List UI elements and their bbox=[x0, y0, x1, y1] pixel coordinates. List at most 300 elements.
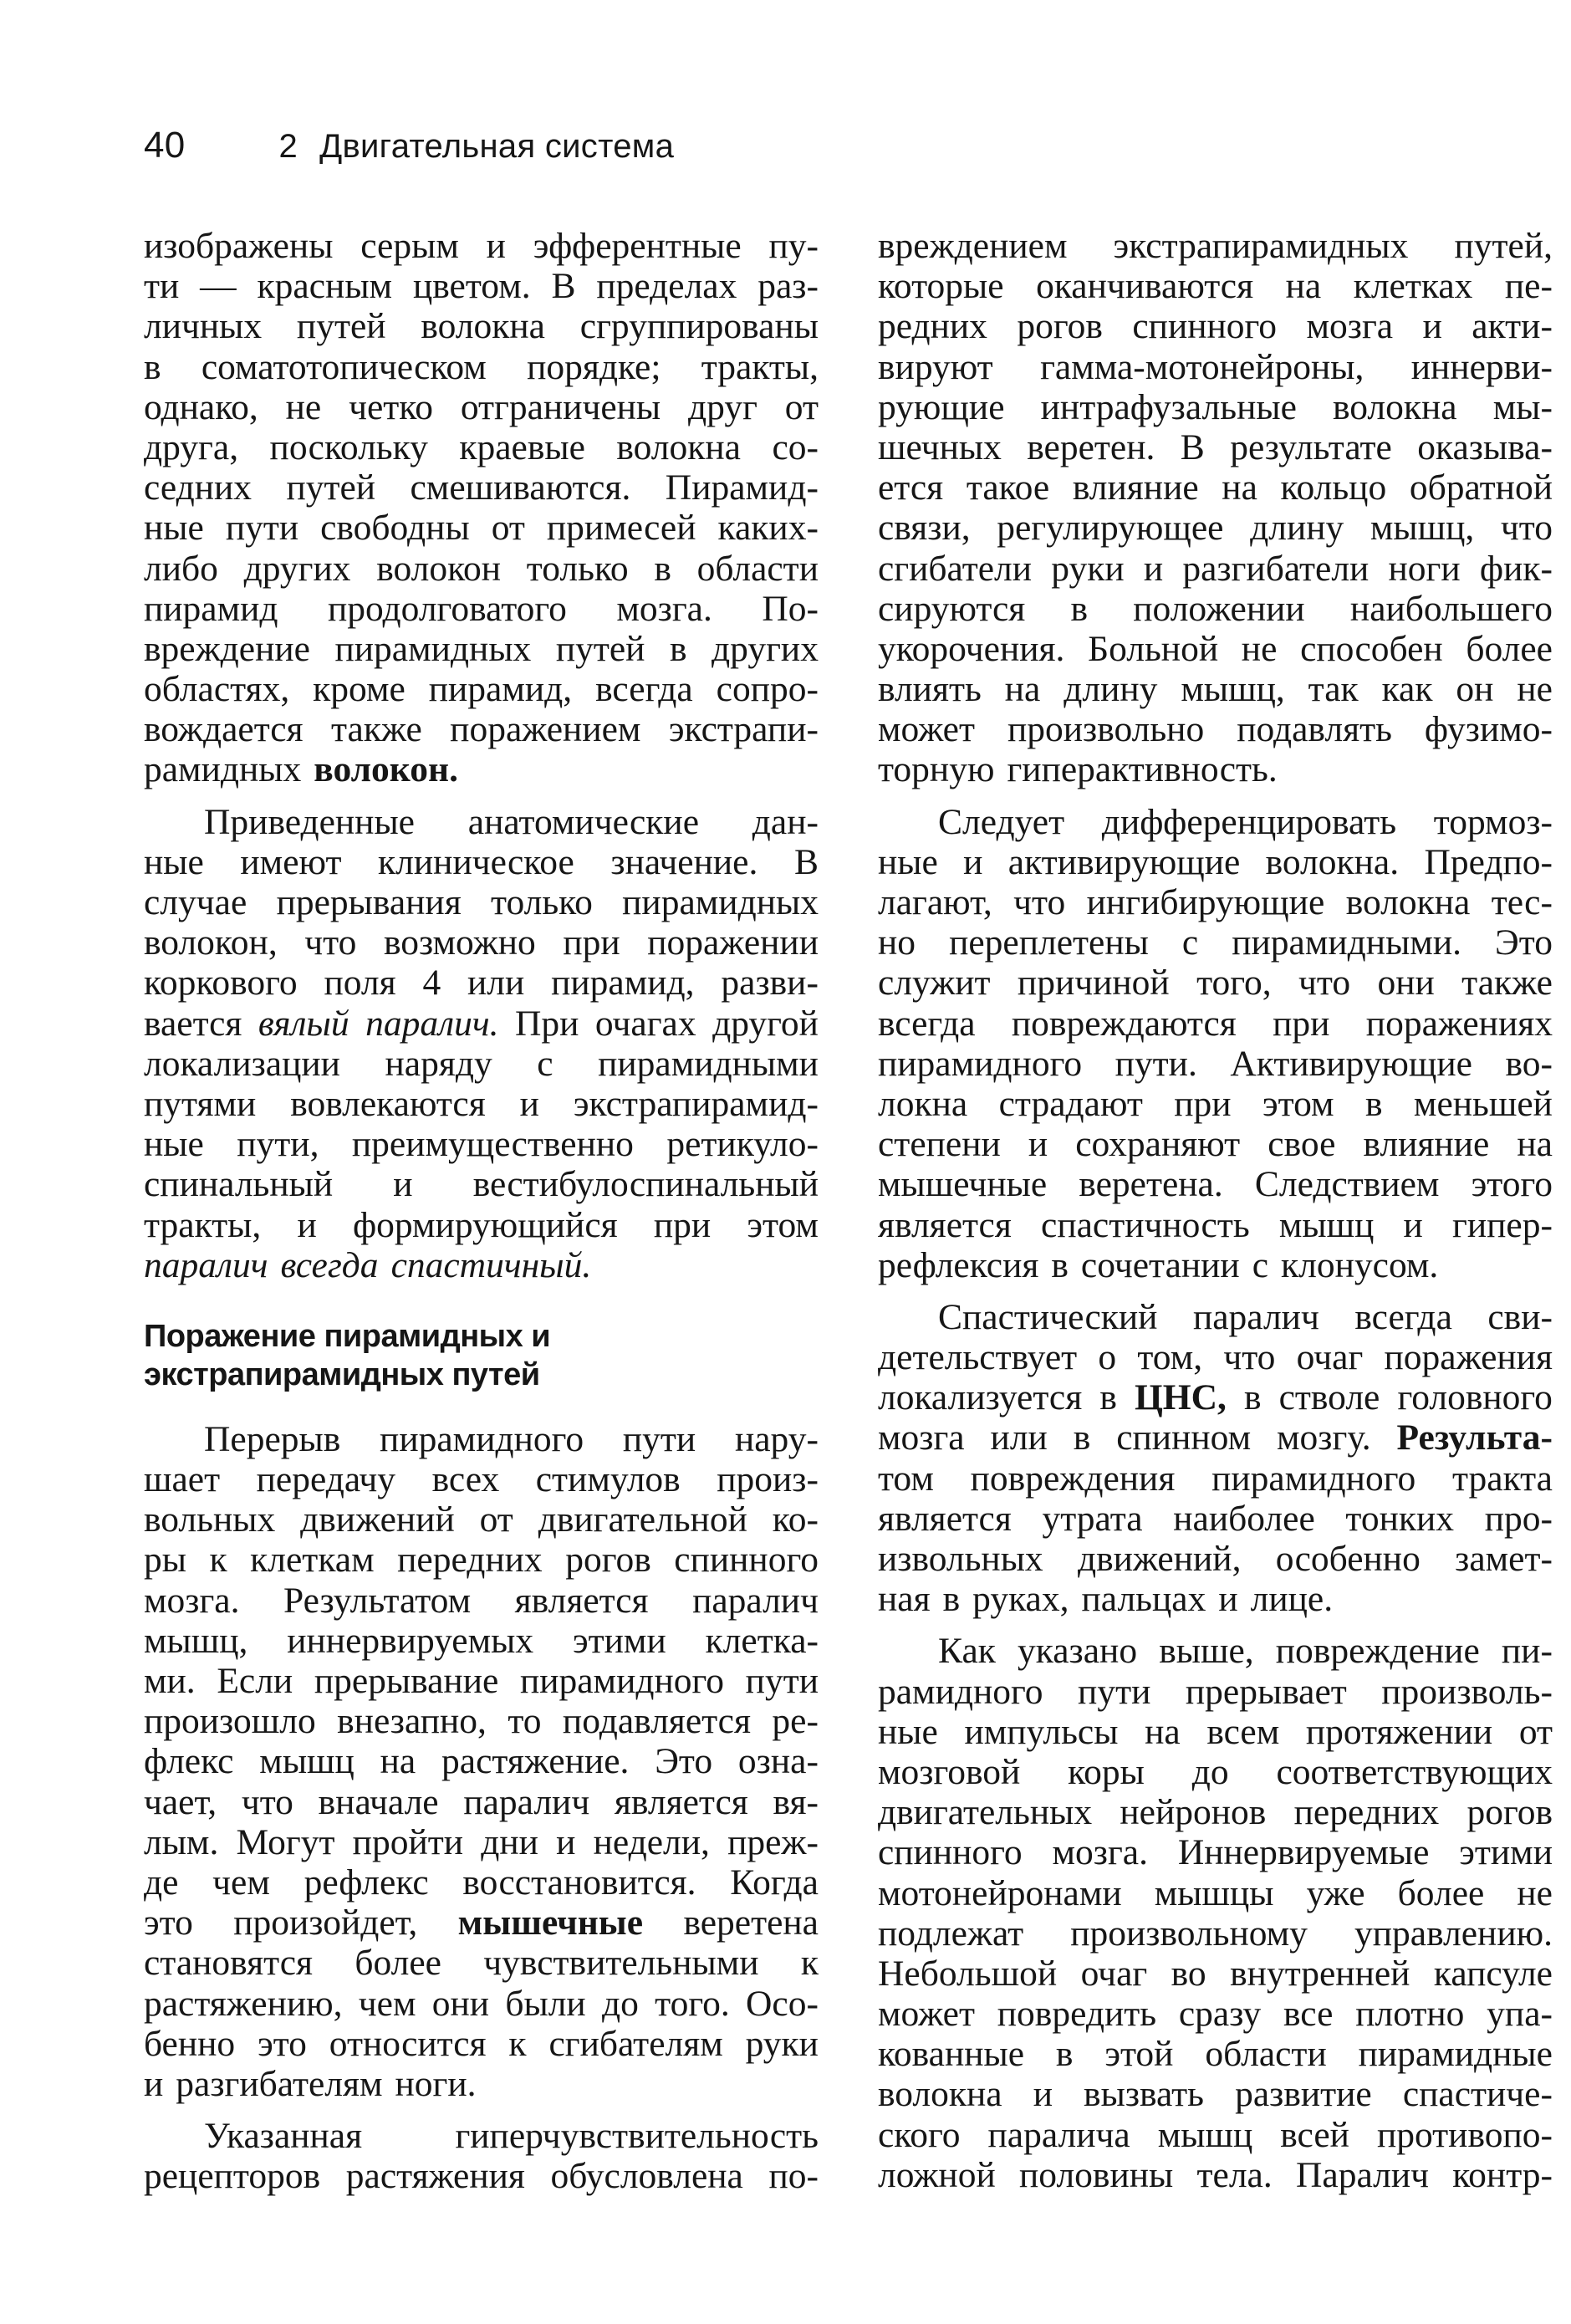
word: свободны bbox=[320, 508, 470, 549]
word: и bbox=[297, 1204, 317, 1245]
word: пирамид bbox=[144, 588, 278, 629]
text-line bbox=[144, 2024, 819, 2064]
word: на bbox=[1517, 1124, 1553, 1165]
word: меньшей bbox=[1413, 1083, 1553, 1124]
text-line bbox=[878, 1712, 1553, 1752]
word: спастиче- bbox=[1402, 2074, 1553, 2115]
paragraph-gap bbox=[878, 1285, 1553, 1297]
text-line bbox=[878, 2034, 1553, 2074]
word: волокна bbox=[1333, 386, 1457, 427]
word: пути. bbox=[1114, 1043, 1197, 1084]
word: волокон bbox=[376, 548, 502, 589]
word: прерывания bbox=[276, 882, 462, 922]
word: свое bbox=[1268, 1124, 1336, 1165]
word: Небольшой bbox=[878, 1953, 1058, 1994]
text-line bbox=[878, 882, 1553, 922]
word: влияние bbox=[1363, 1124, 1490, 1165]
word: на bbox=[1222, 467, 1257, 508]
word: дифференцировать bbox=[1101, 801, 1397, 842]
word: в bbox=[1364, 1083, 1383, 1124]
word: ноги. bbox=[395, 2063, 477, 2104]
text-line bbox=[878, 1124, 1553, 1164]
word: ные bbox=[144, 841, 204, 882]
word: рующие bbox=[878, 386, 1005, 427]
word: В bbox=[793, 841, 819, 882]
word: пирамидного bbox=[878, 1043, 1083, 1084]
word: противопо- bbox=[1376, 2114, 1553, 2155]
word: Перерыв bbox=[204, 1418, 341, 1459]
word: пути, bbox=[237, 1124, 319, 1165]
word: всегда bbox=[280, 1244, 379, 1285]
text-line bbox=[144, 266, 819, 306]
word: коры bbox=[1068, 1751, 1145, 1792]
word: разгибатели bbox=[1182, 548, 1370, 589]
word: произойдет, bbox=[233, 1903, 418, 1943]
word: при bbox=[1273, 1003, 1330, 1044]
word: подавлять bbox=[1237, 709, 1392, 750]
word: мозговой bbox=[878, 1751, 1021, 1792]
word: Предпо- bbox=[1424, 841, 1553, 882]
word: пи- bbox=[1501, 1631, 1553, 1672]
text-line bbox=[144, 1205, 819, 1245]
word: что bbox=[1223, 1337, 1276, 1378]
word: разгибателям bbox=[176, 2063, 383, 2104]
text-line bbox=[144, 2156, 819, 2196]
word: мышц, bbox=[1181, 669, 1285, 710]
word: гамма-мотонейроны, bbox=[1040, 346, 1364, 387]
word: анатомические bbox=[467, 801, 699, 842]
text-line bbox=[878, 226, 1553, 266]
word: прерывает bbox=[1185, 1671, 1347, 1712]
text-line bbox=[878, 1205, 1553, 1245]
word: такое bbox=[966, 467, 1050, 508]
word: вызвать bbox=[1084, 2074, 1204, 2115]
word: локализации bbox=[144, 1043, 340, 1084]
word: друг bbox=[688, 386, 757, 427]
word: путей bbox=[555, 628, 645, 669]
word: волокон, bbox=[144, 922, 278, 963]
text-line bbox=[878, 1245, 1553, 1285]
word: волокон. bbox=[314, 749, 458, 790]
text-line bbox=[878, 387, 1553, 427]
word: эфферентные bbox=[533, 226, 742, 266]
word: Больной bbox=[1088, 628, 1219, 669]
word: очагах bbox=[594, 1003, 696, 1044]
word: восстановится. bbox=[462, 1862, 696, 1903]
word: не bbox=[1241, 628, 1278, 669]
word: вовлекаются bbox=[290, 1083, 486, 1124]
word: рогов bbox=[565, 1540, 651, 1581]
word: со- bbox=[772, 426, 819, 467]
word: двигательных bbox=[878, 1792, 1093, 1833]
word: рамидного bbox=[878, 1671, 1043, 1712]
text-line bbox=[144, 1943, 819, 1983]
word: Приведенные bbox=[204, 801, 415, 842]
word: в bbox=[669, 628, 687, 669]
word: наибольшего bbox=[1349, 588, 1553, 629]
word: очаг bbox=[1296, 1337, 1364, 1378]
word: рамидных bbox=[144, 749, 302, 790]
text-line bbox=[878, 549, 1553, 589]
word: половины bbox=[1019, 2154, 1174, 2195]
word: что bbox=[241, 1781, 293, 1822]
word: вестибулоспинальный bbox=[472, 1164, 819, 1205]
word: с bbox=[537, 1043, 553, 1084]
word: паралич bbox=[692, 1580, 819, 1621]
word: всех bbox=[431, 1459, 500, 1500]
word: других bbox=[712, 628, 819, 669]
word: и bbox=[1033, 2074, 1053, 2115]
word: Это bbox=[655, 1741, 713, 1782]
word: областях, bbox=[144, 669, 290, 710]
word: ется bbox=[878, 467, 944, 508]
word: экстрапирамидных bbox=[1113, 226, 1409, 266]
word: рецепторов bbox=[144, 2156, 321, 2197]
heading-spacing bbox=[144, 1285, 819, 1317]
word: поля bbox=[324, 963, 396, 1004]
word: лым. bbox=[144, 1821, 219, 1862]
word: всегда bbox=[878, 1003, 976, 1044]
section-heading-line: экстрапирамидных путей bbox=[144, 1356, 540, 1392]
word: сочетании bbox=[1080, 1244, 1240, 1285]
word: кольцо bbox=[1280, 467, 1387, 508]
word: шечных bbox=[878, 426, 1002, 467]
text-line bbox=[144, 306, 819, 346]
word: он bbox=[1456, 669, 1494, 710]
word: только bbox=[526, 548, 629, 589]
word: Указанная bbox=[204, 2116, 363, 2157]
text-line bbox=[878, 749, 1553, 789]
text-line bbox=[144, 1004, 819, 1044]
word: все bbox=[1283, 1994, 1334, 2035]
word: нейронов bbox=[1120, 1792, 1267, 1833]
word: гипер- bbox=[1452, 1204, 1553, 1245]
word: мозгу. bbox=[1277, 1417, 1371, 1458]
word: этой bbox=[1104, 2034, 1174, 2075]
word: Могут bbox=[236, 1821, 335, 1862]
word: Следует bbox=[938, 801, 1065, 842]
word: При bbox=[514, 1003, 579, 1044]
word: рефлекс bbox=[303, 1862, 429, 1903]
word: интрафузальные bbox=[1040, 386, 1297, 427]
chapter-number: 2 bbox=[278, 128, 298, 165]
word: импульсы bbox=[964, 1711, 1119, 1752]
text-line bbox=[144, 802, 819, 842]
word: мозга. bbox=[144, 1580, 240, 1621]
word: утрата bbox=[1042, 1498, 1143, 1539]
word: является bbox=[614, 1781, 748, 1822]
word: сразу bbox=[1178, 1994, 1262, 2035]
word: тонких bbox=[1345, 1498, 1455, 1539]
text-line bbox=[878, 1164, 1553, 1204]
word: обусловлена bbox=[550, 2156, 743, 2197]
word: спинальный bbox=[144, 1164, 334, 1205]
word: нару- bbox=[734, 1418, 819, 1459]
text-line bbox=[144, 1044, 819, 1084]
word: очаг bbox=[1080, 1953, 1148, 1994]
word: управлению. bbox=[1354, 1913, 1553, 1954]
word: паралича bbox=[987, 2114, 1130, 2155]
word: выше, bbox=[1159, 1631, 1254, 1672]
word: того. bbox=[655, 1983, 730, 2024]
word: переплетены bbox=[949, 922, 1149, 963]
word: мы- bbox=[1492, 386, 1553, 427]
word: от bbox=[491, 508, 525, 549]
text-line bbox=[144, 1903, 819, 1943]
text-line bbox=[144, 1459, 819, 1499]
word: клиническое bbox=[378, 841, 574, 882]
word: паралич bbox=[144, 1244, 268, 1285]
word: мышц, bbox=[1370, 508, 1475, 549]
text-line bbox=[144, 1984, 819, 2024]
word: к bbox=[800, 1943, 819, 1984]
word: ные bbox=[878, 1711, 938, 1752]
word: пирамидными. bbox=[1232, 922, 1461, 963]
word: де bbox=[144, 1862, 179, 1903]
word: фузимо- bbox=[1424, 709, 1553, 750]
text-line bbox=[878, 2155, 1553, 2195]
chapter-title: Двигательная система bbox=[319, 128, 675, 165]
word: при bbox=[563, 922, 620, 963]
text-line bbox=[878, 427, 1553, 467]
word: внезапно, bbox=[337, 1701, 487, 1742]
word: продолговатого bbox=[328, 588, 567, 629]
word: влиять bbox=[878, 669, 982, 710]
word: вируют bbox=[878, 346, 993, 387]
word: не bbox=[1517, 669, 1553, 710]
word: степени bbox=[878, 1124, 1001, 1165]
word: по- bbox=[768, 2156, 819, 2197]
word: влияние bbox=[1072, 467, 1199, 508]
text-line bbox=[144, 963, 819, 1003]
word: смешиваются. bbox=[410, 467, 631, 508]
word: на bbox=[380, 1741, 416, 1782]
word: другой bbox=[712, 1003, 819, 1044]
word: Результатом bbox=[283, 1580, 472, 1621]
word: путями bbox=[144, 1083, 257, 1124]
word: ре- bbox=[772, 1701, 819, 1742]
word: от bbox=[479, 1499, 513, 1540]
text-line bbox=[144, 467, 819, 508]
word: По- bbox=[762, 588, 819, 629]
word: сопро- bbox=[716, 669, 819, 710]
paragraph-gap bbox=[878, 1619, 1553, 1631]
text-line bbox=[878, 1579, 1553, 1619]
word: волокна bbox=[421, 306, 545, 347]
text-line bbox=[144, 1540, 819, 1580]
word: всегда bbox=[595, 669, 693, 710]
word: клетка- bbox=[705, 1620, 819, 1661]
word: этого bbox=[1471, 1164, 1553, 1205]
word: гиперактивность. bbox=[1007, 749, 1278, 790]
word: на bbox=[1004, 669, 1041, 710]
word: иннерви- bbox=[1410, 346, 1553, 387]
word: путей, bbox=[1454, 226, 1553, 266]
word: капсуле bbox=[1433, 1953, 1553, 1994]
word: упа- bbox=[1487, 1994, 1553, 2035]
word: спинного bbox=[878, 1832, 1023, 1873]
word: формирующийся bbox=[353, 1204, 618, 1245]
word: рефлексия bbox=[878, 1244, 1039, 1285]
word: пирамидными bbox=[598, 1043, 819, 1084]
word: и bbox=[963, 841, 983, 882]
word: и bbox=[1028, 1124, 1048, 1165]
word: этими bbox=[1459, 1832, 1553, 1873]
word: которые bbox=[878, 266, 1004, 307]
word: движений, bbox=[1078, 1539, 1242, 1579]
word: Следствием bbox=[1254, 1164, 1440, 1205]
word: случае bbox=[144, 882, 247, 922]
word: вначале bbox=[318, 1781, 439, 1822]
word: к bbox=[209, 1540, 227, 1581]
word: Спастический bbox=[938, 1296, 1158, 1337]
text-line bbox=[144, 2064, 819, 2104]
text-line bbox=[878, 1792, 1553, 1832]
word: ко- bbox=[772, 1499, 819, 1540]
word: до bbox=[601, 1983, 639, 2024]
word: в bbox=[1099, 1377, 1117, 1418]
word: пу- bbox=[768, 226, 819, 266]
word: или bbox=[467, 963, 525, 1004]
word: области bbox=[696, 548, 819, 589]
word: пирамидного bbox=[519, 1661, 725, 1701]
word: регулирующее bbox=[997, 508, 1224, 549]
word: Активирующие bbox=[1230, 1043, 1472, 1084]
text-line bbox=[878, 1044, 1553, 1084]
word: рогов bbox=[1466, 1792, 1553, 1833]
word: цветом. bbox=[412, 266, 531, 307]
word: пирамидные bbox=[1358, 2034, 1553, 2075]
word: чает, bbox=[144, 1781, 217, 1822]
word: пирамидных bbox=[334, 628, 532, 669]
word: всем bbox=[1206, 1711, 1280, 1752]
text-line bbox=[878, 629, 1553, 669]
text-line bbox=[144, 549, 819, 589]
word: в bbox=[144, 346, 161, 387]
word: в bbox=[1073, 1417, 1091, 1458]
word: недели, bbox=[593, 1821, 710, 1862]
word: активирующие bbox=[1007, 841, 1241, 882]
word: ми. bbox=[144, 1661, 196, 1701]
word: 4 bbox=[422, 963, 441, 1004]
word: лагают, bbox=[878, 882, 992, 922]
word: отграничены bbox=[460, 386, 661, 427]
word: примесей bbox=[546, 508, 696, 549]
word: веретена. bbox=[1079, 1164, 1223, 1205]
paragraph-gap bbox=[878, 790, 1553, 802]
text-line bbox=[144, 1822, 819, 1862]
word: ингибирующие bbox=[1086, 882, 1325, 922]
word: двигательной bbox=[538, 1499, 747, 1540]
word: повреждаются bbox=[1011, 1003, 1237, 1044]
text-line bbox=[878, 1631, 1553, 1671]
text-line bbox=[144, 1124, 819, 1164]
text-line bbox=[144, 749, 819, 789]
word: в bbox=[1243, 1377, 1262, 1418]
text-line bbox=[878, 1499, 1553, 1539]
word: поражениях bbox=[1365, 1003, 1553, 1044]
word: ретикуло- bbox=[666, 1124, 819, 1165]
word: руки bbox=[745, 2023, 819, 2064]
word: Как bbox=[938, 1631, 996, 1672]
word: передачу bbox=[256, 1459, 396, 1500]
word: соматотопическом bbox=[201, 346, 487, 387]
word: изображены bbox=[144, 226, 334, 266]
word: мозга. bbox=[616, 588, 712, 629]
text-line bbox=[878, 1004, 1553, 1044]
word: результате bbox=[1230, 426, 1392, 467]
word: личных bbox=[144, 306, 263, 347]
word: ры bbox=[144, 1540, 186, 1581]
word: клеткам bbox=[250, 1540, 375, 1581]
word: прерывание bbox=[314, 1661, 499, 1701]
word: является bbox=[514, 1580, 649, 1621]
word: и bbox=[1143, 548, 1164, 589]
word: в bbox=[654, 548, 671, 589]
word: значение. bbox=[610, 841, 758, 882]
word: также bbox=[1461, 963, 1553, 1004]
word: при bbox=[1174, 1083, 1232, 1124]
paragraph-gap bbox=[144, 2104, 819, 2116]
text-line bbox=[144, 1782, 819, 1822]
text-line bbox=[144, 1499, 819, 1540]
word: может bbox=[878, 709, 975, 750]
word: обратной bbox=[1409, 467, 1553, 508]
word: от bbox=[784, 386, 819, 427]
word: тракты, bbox=[701, 346, 819, 387]
word: это bbox=[144, 1903, 193, 1943]
word: том bbox=[878, 1458, 934, 1499]
word: сохраняют bbox=[1075, 1124, 1241, 1165]
word: спинного bbox=[674, 1540, 819, 1581]
word: внутренней bbox=[1230, 1953, 1410, 1994]
word: Иннервируемые bbox=[1177, 1832, 1430, 1873]
word: поскольку bbox=[269, 426, 428, 467]
text-line bbox=[878, 1297, 1553, 1337]
word: вождается bbox=[144, 709, 303, 750]
word: чем bbox=[358, 1983, 416, 2024]
word: протяжении bbox=[1305, 1711, 1493, 1752]
text-line bbox=[144, 922, 819, 963]
word: плотно bbox=[1355, 1994, 1465, 2035]
word: этом bbox=[747, 1204, 819, 1245]
word: экстрапи- bbox=[668, 709, 819, 750]
word: пути bbox=[1078, 1671, 1151, 1712]
word: кованные bbox=[878, 2034, 1025, 2075]
heading-spacing bbox=[144, 1394, 819, 1419]
text-line bbox=[144, 1419, 819, 1459]
word: тормоз- bbox=[1433, 801, 1553, 842]
word: шает bbox=[144, 1459, 221, 1500]
word: чувствительными bbox=[483, 1943, 759, 1984]
word: том, bbox=[1137, 1337, 1203, 1378]
word: Осо- bbox=[745, 1983, 819, 2024]
text-line bbox=[878, 1913, 1553, 1954]
word: всегда bbox=[1354, 1296, 1452, 1337]
word: бенно bbox=[144, 2023, 236, 2064]
text-line bbox=[878, 1417, 1553, 1458]
word: и bbox=[556, 1821, 576, 1862]
word: с bbox=[1252, 1244, 1269, 1285]
word: сгруппированы bbox=[579, 306, 819, 347]
word: вя- bbox=[773, 1781, 819, 1822]
word: является bbox=[878, 1204, 1012, 1245]
word: ти bbox=[144, 266, 180, 307]
word: сгибателям bbox=[548, 2023, 723, 2064]
text-line bbox=[144, 709, 819, 749]
word: пути bbox=[225, 508, 299, 549]
text-line bbox=[878, 1539, 1553, 1579]
